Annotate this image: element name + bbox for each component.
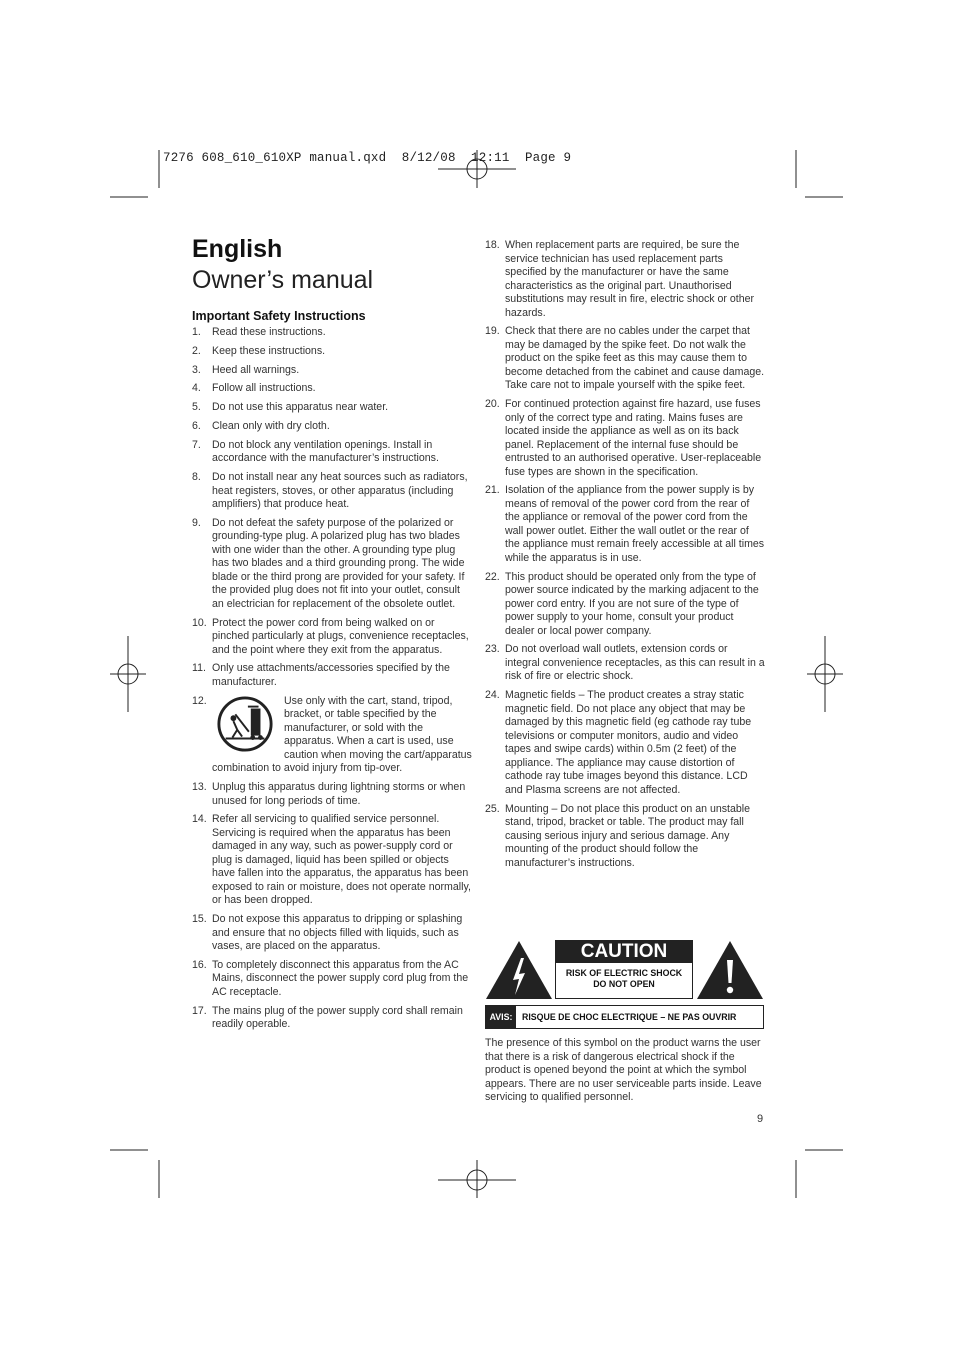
instruction-list-13-17 [192,781,472,1032]
instruction-item-12 [192,695,472,776]
registration-mark-right [807,636,843,712]
instruction-item [192,517,472,612]
exclamation-warning-icon [696,940,764,1000]
item-text: Do not block any ventilation openings. Install in accordance with the manufacturer’s instructions. [212,438,439,465]
instruction-item [192,1005,472,1032]
instruction-item [192,439,472,466]
instruction-item [485,325,765,393]
instruction-item [192,781,472,808]
caution-box [555,940,693,999]
instruction-item [192,471,472,512]
instruction-item [192,813,472,908]
item-number: 7. [192,438,201,451]
avis-label: AVIS: [486,1006,516,1028]
item-number: 15. [192,913,207,926]
item-text: Do not overload wall outlets, extension cords or integral convenience receptacles, as this can result in a risk of fire or electric shock. [505,643,765,683]
instruction-item [192,345,472,359]
instruction-item [192,959,472,1000]
avis-text: RISQUE DE CHOC ELECTRIQUE – NE PAS OUVRIR [522,1012,737,1022]
item-number: 9. [192,516,201,529]
instruction-list-18-25 [485,239,765,870]
instruction-item [485,239,765,320]
item-number: 24. [485,689,500,702]
item-number: 8. [192,471,201,484]
caution-line-1: RISK OF ELECTRIC SHOCK [565,968,683,978]
item-text: When replacement parts are required, be sure the service technician has used replacement parts specified by the manufacturer or have the same characteristics as the original part. Unauthorised substitutions may result in fire, electric shock or other hazards. [505,239,755,319]
registration-mark-left [110,636,146,712]
item-number: 17. [192,1004,207,1017]
caution-title: CAUTION [556,941,692,963]
item-number: 2. [192,344,201,357]
instruction-item [192,382,472,396]
item-text: Read these instructions. [212,326,326,338]
instruction-item [485,803,765,871]
item-number: 12. [192,694,207,707]
item-number: 18. [485,239,500,251]
item-number: 25. [485,802,500,815]
instruction-item [192,420,472,434]
cart-tipover-warning-icon [216,695,274,753]
item-text: Isolation of the appliance from the power supply is by means of removal of the power cord from the rear of the appliance or removal of the power cord from the wall power outlet. Either the wall outlet or the rear of the appliance must remain freely accessible at all times while the apparatus is in use. [505,484,765,564]
item-number: 20. [485,398,500,411]
item-number: 6. [192,419,201,432]
instruction-item [192,913,472,954]
item-text: Use only with the cart, stand, tripod, bracket, or table specified by the manufacturer, or sold with the apparatus. When a cart is used, use caution when moving the cart/apparatus combination to avoid injury from tip-over. [212,694,472,775]
page-number: 9 [757,1113,764,1125]
registration-mark-bottom [438,1160,516,1198]
item-text: The mains plug of the power supply cord shall remain readily operable. [212,1004,463,1031]
instruction-item [485,484,765,565]
instruction-item [192,326,472,340]
item-text: Refer all servicing to qualified service personnel. Servicing is required when the apparatus has been damaged in any way, such as power-supply cord or plug is damaged, liquid has been spilled or objects have fallen into the apparatus, the apparatus has been exposed to rain or moisture, does not operate normally, or has been dropped. [212,813,471,907]
item-text: Clean only with dry cloth. [212,419,330,432]
caution-line-2: DO NOT OPEN [593,979,655,989]
instruction-item [485,398,765,479]
item-number: 5. [192,401,201,414]
language-heading: English [192,235,283,263]
avis-bar [485,1005,764,1029]
item-text: Follow all instructions. [212,382,316,395]
item-text: Do not expose this apparatus to dripping or splashing and ensure that no objects filled with liquids, such as vases, are placed on the apparatus. [212,913,463,953]
item-text: Only use attachments/accessories specified by the manufacturer. [212,662,450,688]
item-text: Unplug this apparatus during lightning storms or when unused for long periods of time. [212,781,466,807]
item-text: Keep these instructions. [212,344,326,357]
right-column [485,239,765,875]
item-number: 10. [192,616,207,629]
symbol-explanation: The presence of this symbol on the product warns the user that there is a risk of dangerous electrical shock if the product is opened beyond the point at which the symbol appears. There are no user serviceable parts inside. Leave servicing to qualified personnel. [485,1037,762,1103]
instruction-item [485,689,765,797]
instruction-list-1-11 [192,326,472,689]
file-slug: 7276 608_610_610XP manual.qxd 8/12/08 12:11 Page 9 [163,151,572,165]
item-number: 4. [192,382,201,395]
item-text: To completely disconnect this apparatus from the AC Mains, disconnect the power supply cord plug from the AC receptacle. [212,958,469,998]
item-number: 21. [485,484,500,497]
item-number: 23. [485,643,500,656]
item-text: Check that there are no cables under the carpet that may be damaged by the spike feet. Do not walk the product on the spike feet as this may cause them to become detached from the cabinet and cause damage. Take care not to impale yourself with the spike feet. [505,325,765,392]
item-number: 13. [192,781,207,794]
lightning-warning-icon [485,940,553,1000]
item-text: This product should be operated only from the type of power source indicated by the marking adjacent to the power cord entry. If you are not sure of the type of power supply to your home, consult your product dealer or local power company. [505,570,759,637]
item-text: Do not defeat the safety purpose of the polarized or grounding-type plug. A polarized plug has two blades with one wider than the other. A grounding type plug has two blades and a third grounding prong. The wide blade or the third prong are provided for your safety. If the provided plug does not fit into your outlet, consult an electrician for replacement of the obsolete outlet. [212,516,465,610]
item-text: Magnetic fields – The product creates a stray static magnetic field. Do not place any object that may be damaged by this magnetic field (eg cathode ray tube televisions or computer monitors, audio and video tapes and swipe cards) within 0.5m (2 feet) of the appliance. The appliance may cause distortion of cathode ray tube images beyond this distance. LCD and Plasma screens are not affected. [505,689,752,796]
item-number: 14. [192,813,207,826]
item-text: For continued protection against fire hazard, use fuses only of the correct type and rating. Mains fuses are located inside the appliance as well as on its back panel. Replacement of the internal fuse should be entrusted to an authorised operative. User-replaceable fuse types are shown in the specification. [505,398,762,478]
instruction-item [485,571,765,639]
item-number: 1. [192,326,201,338]
item-number: 3. [192,363,201,376]
item-text: Protect the power cord from being walked on or pinched particularly at plugs, convenience receptacles, and the point where they exit from the apparatus. [212,616,469,656]
item-number: 16. [192,958,207,971]
item-text: Do not install near any heat sources such as radiators, heat registers, stoves, or other apparatus (including amplifiers) that produce heat. [212,471,468,511]
item-text: Heed all warnings. [212,363,300,376]
item-text: Mounting – Do not place this product on an unstable stand, tripod, bracket or table. The product may fall causing serious injury and serious damage. Any mounting of the product should follow the manufacturer’s instructions. [505,802,750,869]
item-number: 22. [485,570,500,583]
instruction-item [192,364,472,378]
instruction-item [192,401,472,415]
item-text: Do not use this apparatus near water. [212,401,389,414]
instruction-item [192,617,472,658]
item-number: 19. [485,325,500,338]
section-heading: Important Safety Instructions [192,309,366,323]
left-column [192,326,472,1037]
page-title: Owner’s manual [192,266,374,294]
instruction-item [485,643,765,684]
instruction-item [192,662,472,689]
item-number: 11. [192,662,206,675]
